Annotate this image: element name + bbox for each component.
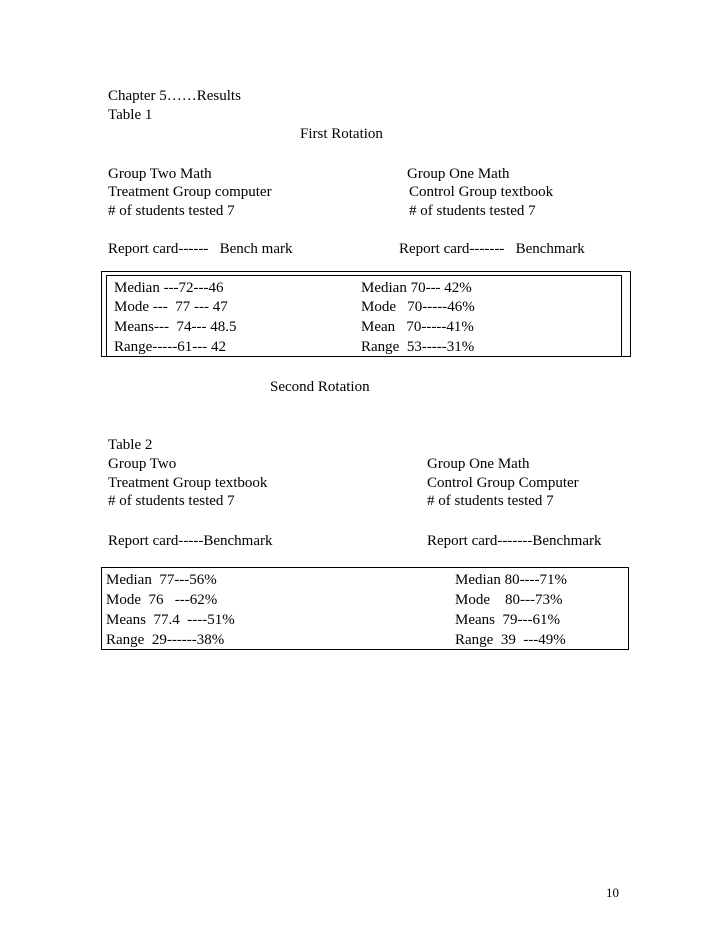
t2-right-students: # of students tested 7 (427, 493, 554, 509)
first-rotation-heading: First Rotation (300, 126, 383, 142)
t1-left-group: Group Two Math (108, 166, 212, 182)
page-number: 10 (606, 885, 619, 900)
t2-right-median: Median 80----71% (455, 572, 568, 588)
t1-left-treatment: Treatment Group computer (108, 184, 272, 200)
t2-left-mode: Mode 76 ---62% (106, 592, 218, 608)
t2-left-means: Means 77.4 ----51% (106, 612, 235, 628)
t1-right-range: Range 53-----31% (361, 339, 475, 355)
t2-right-report-header: Report card-------Benchmark (427, 533, 602, 549)
t1-left-median: Median ---72---46 (114, 280, 224, 296)
t1-left-students: # of students tested 7 (108, 203, 235, 219)
t1-left-range: Range-----61--- 42 (114, 339, 227, 355)
table1-label: Table 1 (108, 107, 153, 123)
t1-right-group: Group One Math (407, 166, 510, 182)
t2-right-means: Means 79---61% (455, 612, 560, 628)
t1-left-mode: Mode --- 77 --- 47 (114, 299, 228, 315)
t1-right-report-header: Report card------- Benchmark (399, 241, 585, 257)
t2-right-group: Group One Math (427, 456, 530, 472)
t1-right-mode: Mode 70-----46% (361, 299, 475, 315)
t1-right-mean: Mean 70-----41% (361, 319, 474, 335)
t1-left-report-header: Report card------ Bench mark (108, 241, 293, 257)
table2-label: Table 2 (108, 437, 153, 453)
t2-right-mode: Mode 80---73% (455, 592, 563, 608)
t1-left-means: Means--- 74--- 48.5 (114, 319, 237, 335)
chapter-heading: Chapter 5……Results (108, 88, 241, 104)
table1-inner-right-border (621, 275, 622, 357)
t1-right-median: Median 70--- 42% (361, 280, 472, 296)
table1-inner-left-border (106, 275, 107, 357)
t2-left-range: Range 29------38% (106, 632, 225, 648)
t2-left-students: # of students tested 7 (108, 493, 235, 509)
t2-right-range: Range 39 ---49% (455, 632, 566, 648)
t1-right-treatment: Control Group textbook (409, 184, 554, 200)
t1-right-students: # of students tested 7 (409, 203, 536, 219)
t2-left-median: Median 77---56% (106, 572, 217, 588)
t2-left-treatment: Treatment Group textbook (108, 475, 268, 491)
t2-left-group: Group Two (108, 456, 177, 472)
t2-right-treatment: Control Group Computer (427, 475, 579, 491)
table1-inner-top-border (106, 275, 622, 276)
second-rotation-heading: Second Rotation (270, 379, 370, 395)
t2-left-report-header: Report card-----Benchmark (108, 533, 273, 549)
